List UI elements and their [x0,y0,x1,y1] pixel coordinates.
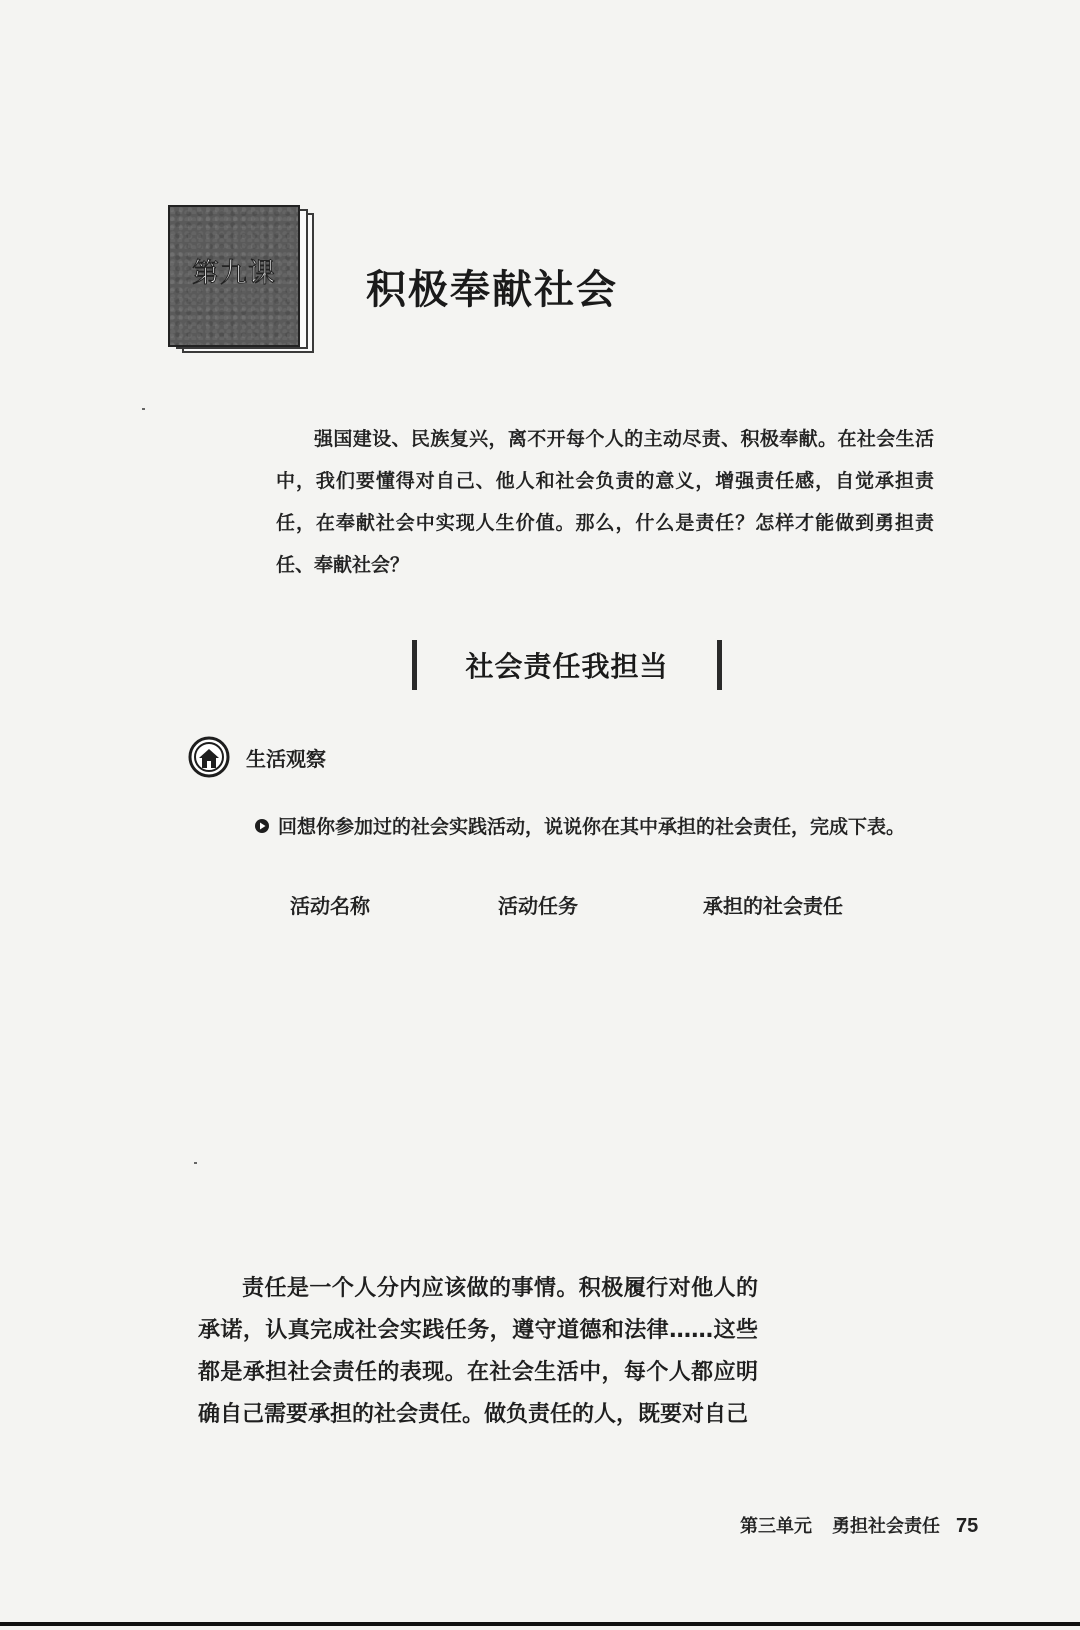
task-text: 回想你参加过的社会实践活动，说说你在其中承担的社会责任，完成下表。 [278,816,906,838]
table-header-social-responsibility: 承担的社会责任 [703,894,843,918]
heading-bar-right [717,640,722,690]
play-bullet-icon [254,818,270,834]
page-footer [740,1512,978,1538]
scan-speck [142,408,145,410]
badge-front [168,205,300,347]
footer-topic: 勇担社会责任 [832,1516,940,1537]
observation-title: 生活观察 [246,746,326,771]
life-observation-label [188,736,326,778]
page-number: 75 [956,1515,979,1537]
lesson-badge [168,205,318,357]
body-paragraph: 责任是一个人分内应该做的事情。积极履行对他人的承诺，认真完成社会实践任务，遵守道德和法律……这些都是承担社会责任的表现。在社会生活中，每个人都应明确自己需要承担的社会责任。做负责任的人，既要对自己 [198,1276,758,1427]
section-heading [412,640,722,690]
observation-icon [188,736,230,778]
intro-paragraph: 强国建设、民族复兴，离不开每个人的主动尽责、积极奉献。在社会生活中，我们要懂得对自己、他人和社会负责的意义，增强责任感，自觉承担责任，在奉献社会中实现人生价值。那么，什么是责任？怎样才能做到勇担责任、奉献社会？ [276,428,934,576]
section-heading-text: 社会责任我担当 [465,650,669,683]
table-header-activity-name: 活动名称 [290,894,370,918]
lesson-title: 积极奉献社会 [366,267,618,313]
footer-unit: 第三单元 [740,1516,812,1537]
table-header-activity-task: 活动任务 [498,894,578,918]
scan-speck [194,1162,197,1164]
lesson-number: 第九课 [192,257,276,289]
heading-bar-left [412,640,417,690]
task-instruction [254,812,905,839]
bottom-border [0,1622,1080,1626]
